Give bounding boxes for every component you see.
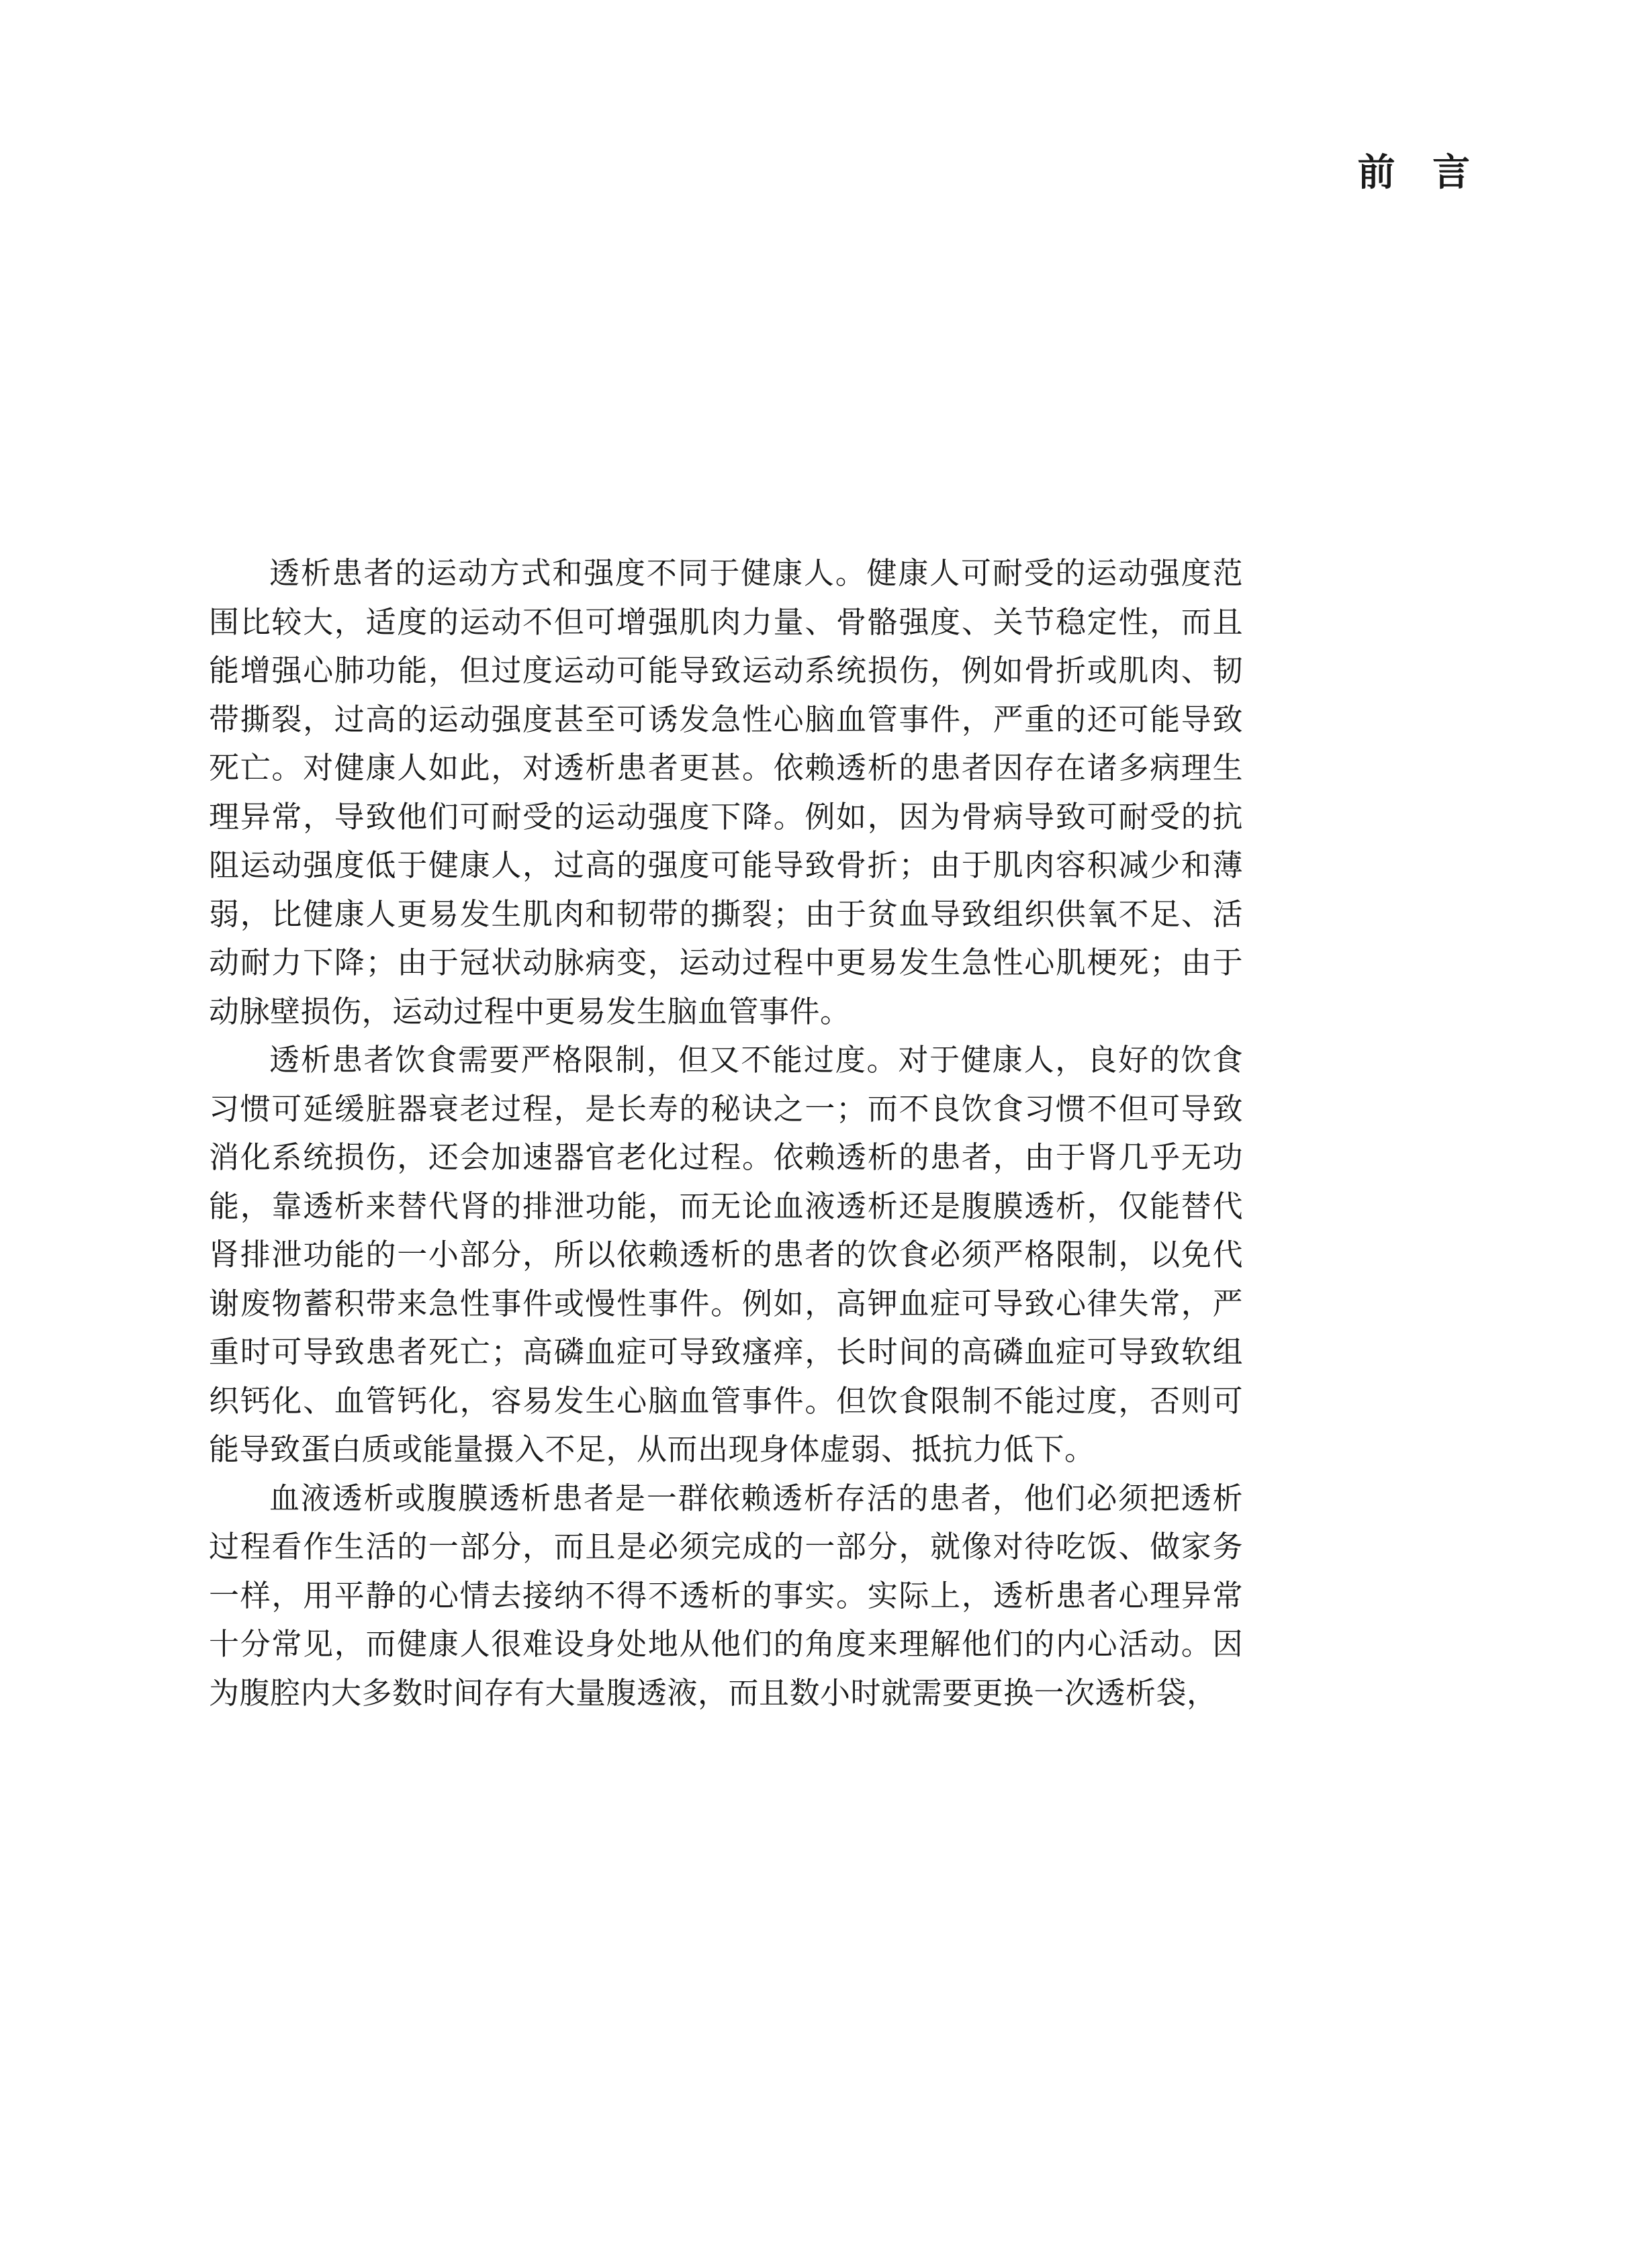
body-text	[209, 549, 1243, 1717]
paragraph-1: 透析患者的运动方式和强度不同于健康人。健康人可耐受的运动强度范围比较大，适度的运动不但可增强肌肉力量、骨骼强度、关节稳定性，而且能增强心肺功能，但过度运动可能导致运动系统损伤，例如骨折或肌肉、韧带撕裂，过高的运动强度甚至可诱发急性心脑血管事件，严重的还可能导致死亡。对健康人如此，对透析患者更甚。依赖透析的患者因存在诸多病理生理异常，导致他们可耐受的运动强度下降。例如，因为骨病导致可耐受的抗阻运动强度低于健康人，过高的强度可能导致骨折；由于肌肉容积减少和薄弱，比健康人更易发生肌肉和韧带的撕裂；由于贫血导致组织供氧不足、活动耐力下降；由于冠状动脉病变，运动过程中更易发生急性心肌梗死；由于动脉壁损伤，运动过程中更易发生脑血管事件。	[209, 555, 1243, 1029]
paragraph-2: 透析患者饮食需要严格限制，但又不能过度。对于健康人，良好的饮食习惯可延缓脏器衰老过程，是长寿的秘诀之一；而不良饮食习惯不但可导致消化系统损伤，还会加速器官老化过程。依赖透析的患者，由于肾几乎无功能，靠透析来替代肾的排泄功能，而无论血液透析还是腹膜透析，仅能替代肾排泄功能的一小部分，所以依赖透析的患者的饮食必须严格限制，以免代谢废物蓄积带来急性事件或慢性事件。例如，高钾血症可导致心律失常，严重时可导致患者死亡；高磷血症可导致瘙痒，长时间的高磷血症可导致软组织钙化、血管钙化，容易发生心脑血管事件。但饮食限制不能过度，否则可能导致蛋白质或能量摄入不足，从而出现身体虚弱、抵抗力低下。	[209, 1042, 1243, 1467]
paragraph-3: 血液透析或腹膜透析患者是一群依赖透析存活的患者，他们必须把透析过程看作生活的一部分，而且是必须完成的一部分，就像对待吃饭、做家务一样，用平静的心情去接纳不得不透析的事实。实际上，透析患者心理异常十分常见，而健康人很难设身处地从他们的角度来理解他们的内心活动。因为腹腔内大多数时间存有大量腹透液，而且数小时就需要更换一次透析袋，	[209, 1480, 1243, 1711]
page-title: 前 言	[1357, 151, 1482, 195]
